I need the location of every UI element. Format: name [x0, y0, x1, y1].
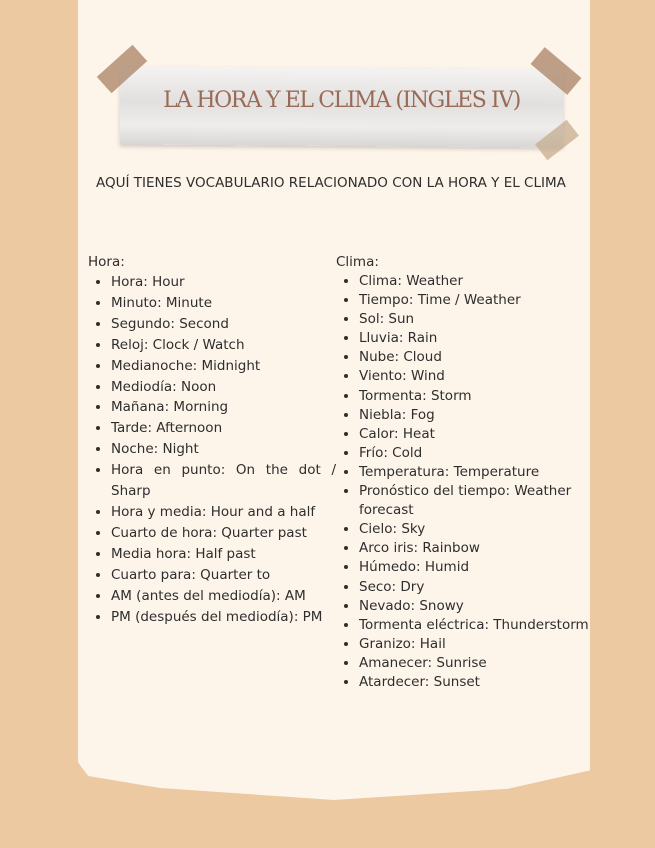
- list-item: • Reloj: Clock / Watch: [111, 335, 336, 356]
- list-item: • Segundo: Second: [111, 314, 336, 335]
- list-item: • Hora: Hour: [111, 272, 336, 293]
- list-item: • Tiempo: Time / Weather: [359, 291, 598, 310]
- list-item: • Nevado: Snowy: [359, 597, 598, 616]
- list-item: • Temperatura: Temperature: [359, 463, 598, 482]
- hora-column: [88, 252, 336, 627]
- list-item: • Húmedo: Humid: [359, 558, 598, 577]
- list-item: • Clima: Weather: [359, 272, 598, 291]
- clima-list: [336, 272, 598, 692]
- list-item: • Cuarto para: Quarter to: [111, 565, 336, 586]
- list-item: • Calor: Heat: [359, 425, 598, 444]
- list-item: • Seco: Dry: [359, 578, 598, 597]
- list-item: • Lluvia: Rain: [359, 329, 598, 348]
- list-item: • Noche: Night: [111, 439, 336, 460]
- list-item: • Cuarto de hora: Quarter past: [111, 523, 336, 544]
- list-item: • Atardecer: Sunset: [359, 673, 598, 692]
- list-item: • Media hora: Half past: [111, 544, 336, 565]
- list-item: • Pronóstico del tiempo: Weather forecast: [359, 482, 598, 520]
- hora-list: [88, 272, 336, 627]
- list-item: • Arco iris: Rainbow: [359, 539, 598, 558]
- list-item: • Tarde: Afternoon: [111, 418, 336, 439]
- list-item: • Amanecer: Sunrise: [359, 654, 598, 673]
- list-item: • PM (después del mediodía): PM: [111, 607, 336, 628]
- list-item: • Minuto: Minute: [111, 293, 336, 314]
- list-item: • Hora y media: Hour and a half: [111, 502, 336, 523]
- list-item: • Hora en punto: On the dot / Sharp: [111, 460, 336, 502]
- hora-heading: Hora:: [88, 254, 125, 270]
- list-item: • Mediodía: Noon: [111, 377, 336, 398]
- list-item: • Granizo: Hail: [359, 635, 598, 654]
- list-item: • AM (antes del mediodía): AM: [111, 586, 336, 607]
- clima-heading: Clima:: [336, 254, 379, 270]
- list-item: • Viento: Wind: [359, 367, 598, 386]
- list-item: • Sol: Sun: [359, 310, 598, 329]
- list-item: • Medianoche: Midnight: [111, 356, 336, 377]
- list-item: • Tormenta: Storm: [359, 387, 598, 406]
- list-item: • Frío: Cold: [359, 444, 598, 463]
- list-item: • Niebla: Fog: [359, 406, 598, 425]
- list-item: • Cielo: Sky: [359, 520, 598, 539]
- intro-text: AQUÍ TIENES VOCABULARIO RELACIONADO CON LA HORA Y EL CLIMA: [96, 175, 566, 191]
- list-item: • Mañana: Morning: [111, 397, 336, 418]
- list-item: • Tormenta eléctrica: Thunderstorm: [359, 616, 598, 635]
- clima-column: [336, 252, 598, 692]
- page-title: LA HORA Y EL CLIMA (INGLES IV): [163, 88, 520, 113]
- list-item: • Nube: Cloud: [359, 348, 598, 367]
